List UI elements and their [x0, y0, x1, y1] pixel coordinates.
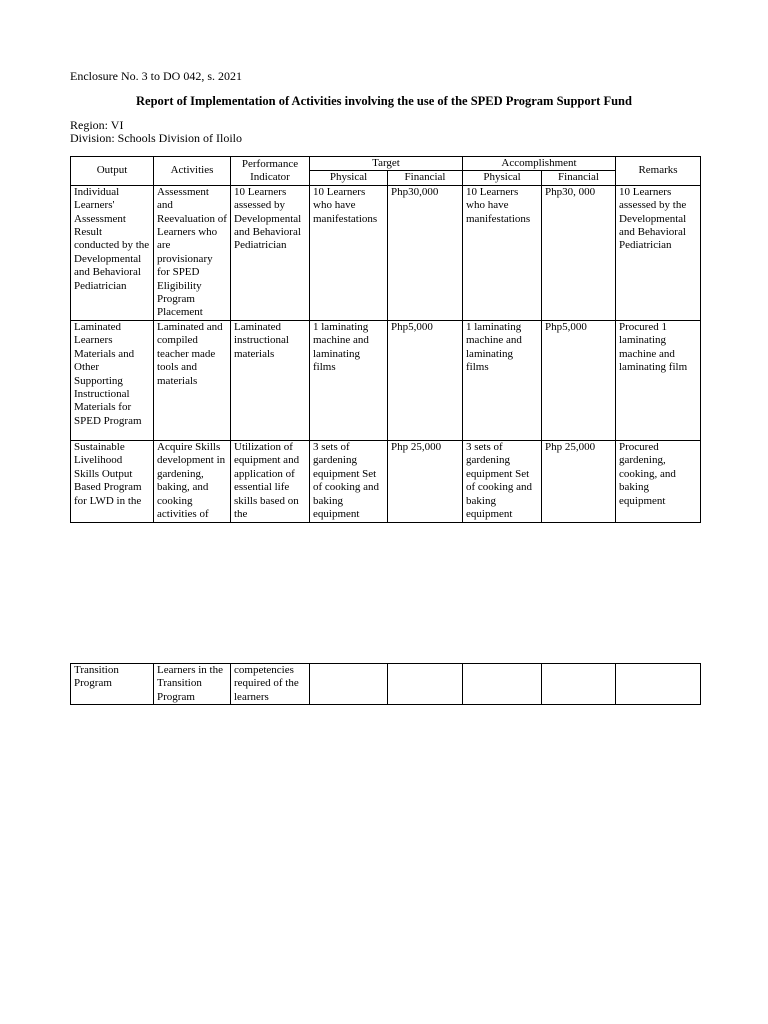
cell-accomplishment-physical — [463, 664, 542, 705]
cell-accomplishment-physical: 10 Learners who have manifestations — [463, 185, 542, 320]
cell-accomplishment-physical: 1 laminating machine and laminating films — [463, 320, 542, 440]
table-row — [71, 440, 701, 522]
header-activities: Activities — [154, 157, 231, 186]
cell-target-financial: Php 25,000 — [391, 440, 442, 453]
enclosure-label: Enclosure No. 3 to DO 042, s. 2021 — [70, 69, 242, 83]
cell-accomplishment-financial — [542, 664, 616, 705]
header-accomplishment-physical: Physical — [463, 171, 542, 185]
header-accomplishment: Accomplishment — [463, 157, 616, 171]
cell-indicator: 10 Learners assessed by Developmental and Behavioral Pediatrician — [231, 185, 310, 320]
cell-output: Individual Learners' Assessment Result conducted by the Developmental and Behavioral Pediatrician — [71, 185, 154, 320]
cell-target-physical: 1 laminating machine and laminating films — [310, 320, 388, 440]
cell-target-physical: 10 Learners who have manifestations — [310, 185, 388, 320]
division-label: Division: Schools Division of Iloilo — [70, 131, 243, 145]
header-output: Output — [71, 157, 154, 186]
table-row — [71, 664, 701, 705]
document-title: Report of Implementation of Activities involving the use of the SPED Program Support Fund — [136, 94, 632, 108]
cell-activities: Laminated and compiled teacher made tools and materials — [154, 320, 231, 440]
header-target-financial: Financial — [388, 171, 463, 185]
cell-target-physical: 3 sets of gardening equipment Set of cooking and baking equipment — [313, 440, 379, 520]
report-table — [70, 156, 701, 523]
cell-remarks — [616, 664, 701, 705]
cell-remarks: 10 Learners assessed by the Developmental and Behavioral Pediatrician — [616, 185, 701, 320]
cell-activities: Acquire Skills development in gardening, baking, and cooking activities of — [157, 440, 226, 520]
header-target: Target — [310, 157, 463, 171]
region-label: Region: VI — [70, 118, 124, 132]
cell-target-financial: Php30,000 — [388, 185, 463, 320]
cell-indicator: competencies required of the learners — [231, 664, 310, 705]
table-row — [71, 320, 701, 440]
header-performance-indicator: Performance Indicator — [231, 157, 310, 186]
header-target-physical: Physical — [310, 171, 388, 185]
cell-remarks: Procured gardening, cooking, and baking equipment — [619, 440, 676, 507]
header-remarks: Remarks — [616, 157, 701, 186]
cell-output: Sustainable Livelihood Skills Output Based Program for LWD in the — [74, 440, 142, 507]
cell-activities: Learners in the Transition Program — [154, 664, 231, 705]
cell-indicator: Utilization of equipment and application of essential life skills based on the — [234, 440, 300, 520]
cell-accomplishment-financial: Php30, 000 — [542, 185, 616, 320]
cell-output: Transition Program — [71, 664, 154, 705]
header-accomplishment-financial: Financial — [542, 171, 616, 185]
cell-target-physical — [310, 664, 388, 705]
cell-target-financial: Php5,000 — [388, 320, 463, 440]
table-row — [71, 185, 701, 320]
cell-accomplishment-physical: 3 sets of gardening equipment Set of cooking and baking equipment — [466, 440, 532, 520]
cell-accomplishment-financial: Php5,000 — [542, 320, 616, 440]
cell-target-financial — [388, 664, 463, 705]
cell-accomplishment-financial: Php 25,000 — [545, 440, 596, 453]
cell-activities: Assessment and Reevaluation of Learners who are provisionary for SPED Eligibility Program Placement — [154, 185, 231, 320]
cell-output: Laminated Learners Materials and Other Supporting Instructional Materials for SPED Program — [71, 320, 154, 440]
cell-remarks: Procured 1 laminating machine and laminating film — [616, 320, 701, 440]
cell-indicator: Laminated instructional materials — [231, 320, 310, 440]
report-table-continuation — [70, 663, 701, 705]
